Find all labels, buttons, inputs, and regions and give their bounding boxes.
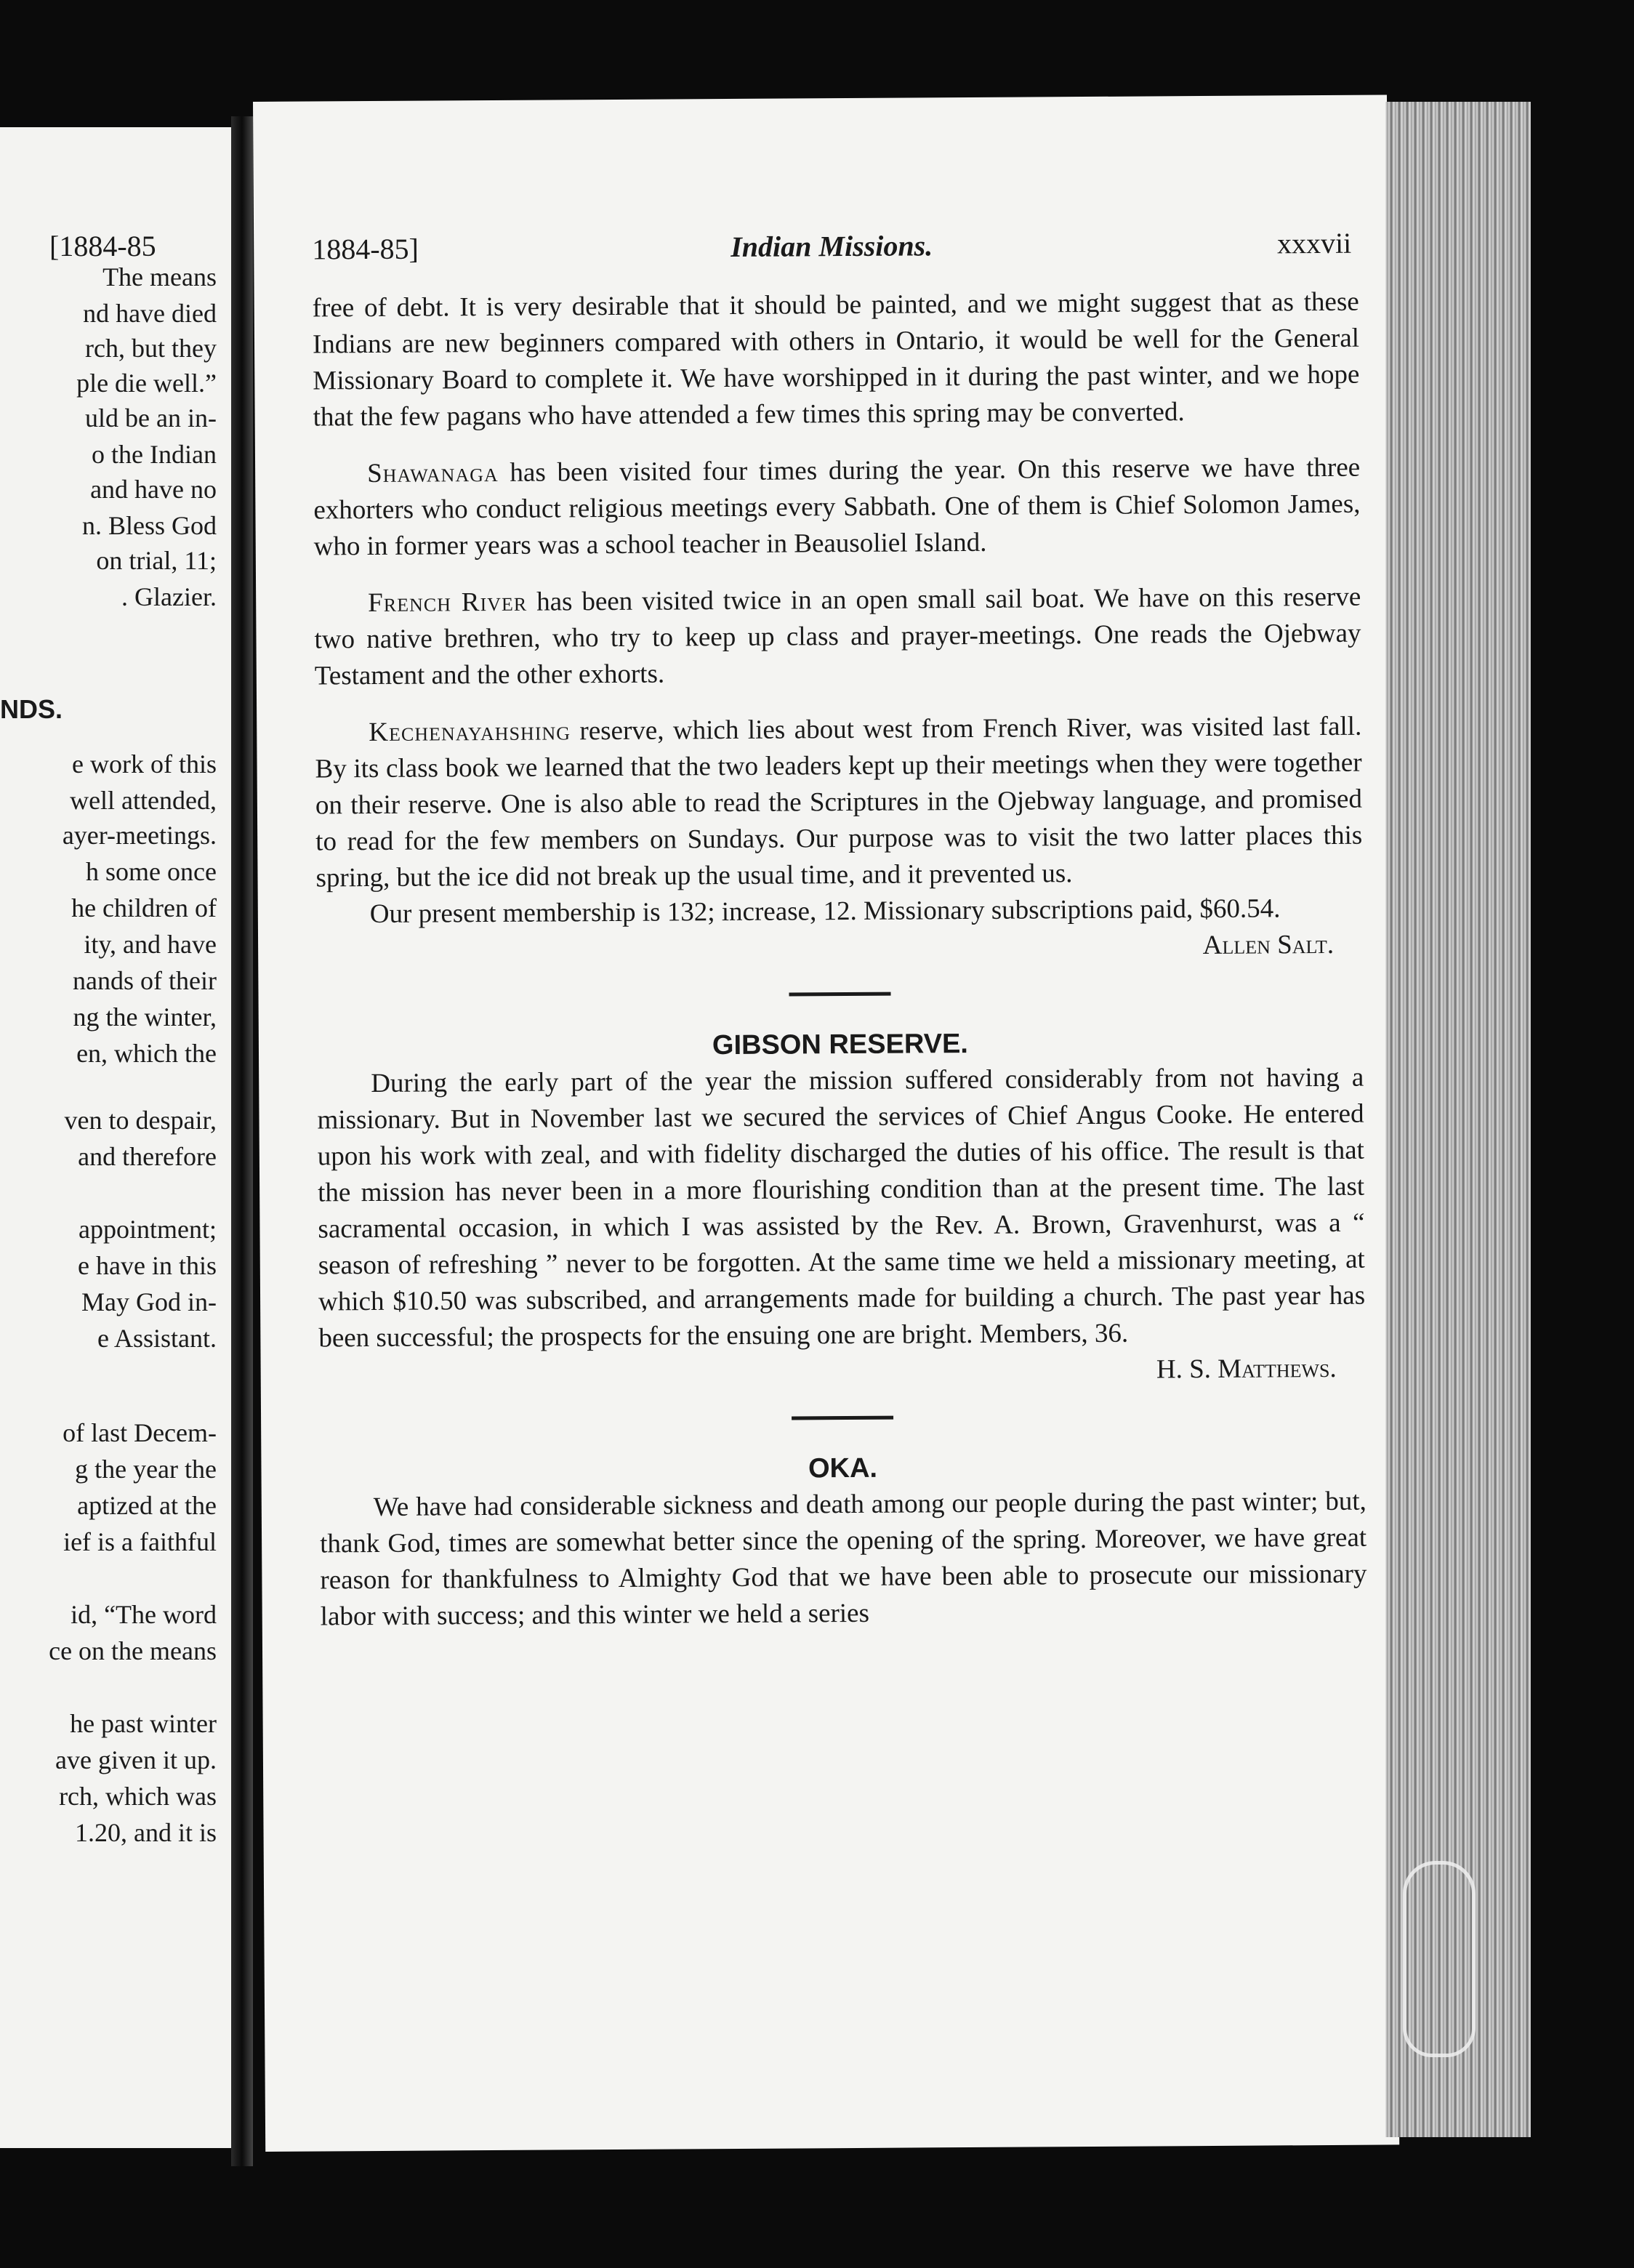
left-page-line: uld be an in- <box>85 403 217 433</box>
left-page-line: ity, and have <box>84 930 217 959</box>
left-page-line: aptized at the <box>77 1491 217 1520</box>
left-page-line: on trial, 11; <box>96 546 217 575</box>
left-page-line: he past winter <box>70 1709 217 1738</box>
left-page-line: nands of their <box>73 966 217 995</box>
paragraph-membership: Our present membership is 132; increase, 12. Missionary subscriptions paid, $60.54. <box>369 893 1281 930</box>
paragraph-shawanaga <box>313 450 1361 566</box>
pen-mark <box>1403 1861 1476 2057</box>
left-page-line: May God in- <box>81 1287 217 1316</box>
paragraph-text: has been visited twice in an open small sail boat. We have on this reserve two native brethren, who try to keep up class and prayer-meetings. One reads the Ojebway Testament and the other exhorts. <box>314 582 1361 691</box>
place-name-french-river: French River <box>368 587 528 619</box>
left-page-line: e Assistant. <box>97 1324 217 1353</box>
right-page <box>253 94 1399 2151</box>
left-page-line: of last Decem- <box>63 1418 217 1447</box>
left-page-line: appointment; <box>79 1215 217 1244</box>
paragraph-french-river <box>314 579 1361 695</box>
section-title-gibson-reserve: GIBSON RESERVE. <box>712 1029 969 1061</box>
left-page-line: ng the winter, <box>73 1002 217 1032</box>
section-title-oka: OKA. <box>808 1452 878 1484</box>
left-page-line: o the Indian <box>92 440 217 469</box>
paragraph-gibson-reserve: During the early part of the year the mission suffered considerably from not having a missionary. But in November last we secured the services of Chief Angus Cooke. He entered upon his work with zeal, and with fidelity discharged the duties of his office. The result is that the mission has never been in a more flourishing condition than at the present time. The last sacramental occasion, in which I was assisted by the Rev. A. Brown, Gravenhurst, was a “ season of refreshing ” never to be forgotten. At the same time we held a missionary meeting, at which $10.50 was subscribed, and arrangements made for building a church. The past year has been successful; the prospects for the ensuing one are bright. Members, 36. <box>317 1062 1366 1354</box>
place-name-kechenayahshing: Kechenayahshing <box>369 716 571 748</box>
left-page-line: e work of this <box>72 749 217 779</box>
header-title: Indian Missions. <box>731 229 933 263</box>
page-edges <box>1385 102 1531 2137</box>
book-gutter <box>231 116 253 2166</box>
left-page-line: g the year the <box>75 1455 217 1484</box>
left-page-header: [1884-85 <box>49 230 156 262</box>
left-page-line: ief is a faithful <box>63 1527 217 1556</box>
section-divider <box>792 1416 893 1420</box>
left-page-line: NDS. <box>0 694 63 724</box>
body-text <box>313 284 1367 1636</box>
left-page-line: en, which the <box>76 1039 217 1068</box>
left-page-line: ce on the means <box>49 1636 217 1665</box>
paragraph-kechenayahshing <box>315 709 1363 897</box>
left-page-line: rch, which was <box>59 1782 217 1811</box>
left-page-line: and therefore <box>78 1142 217 1171</box>
left-page-line: he children of <box>71 893 217 922</box>
left-page-line: and have no <box>90 475 217 504</box>
paragraph-text: has been visited four times during the year. On this reserve we have three exhorters who conduct religious meetings every Sabbath. One of them is Chief Solomon James, who in former years was a school teacher in Beausoliel Island. <box>313 452 1361 562</box>
left-page-line: ayer-meetings. <box>62 821 217 850</box>
running-header <box>312 226 1351 276</box>
left-page-line: rch, but they <box>85 334 217 363</box>
left-page-line: . Glazier. <box>121 582 217 611</box>
left-page-line: ave given it up. <box>55 1745 217 1774</box>
paragraph-continuation: free of debt. It is very desirable that it should be painted, and we might suggest that as these Indians are new beginners compared with others in Ontario, it would be well for the General Missionary Board to complete it. We have worshipped in it during the past winter, and we hope that the few pagans who have attended a few times this spring may be converted. <box>312 286 1360 433</box>
left-page-line: h some once <box>86 857 217 886</box>
signature-matthews: H. S. Matthews. <box>1156 1353 1337 1385</box>
left-page-line: 1.20, and it is <box>75 1818 217 1847</box>
page-number: xxxvii <box>1276 226 1352 260</box>
left-page-line: nd have died <box>83 299 217 328</box>
left-page-line: ple die well.” <box>76 369 217 398</box>
place-name-shawanaga: Shawanaga <box>367 457 499 489</box>
section-divider <box>789 992 891 997</box>
left-page <box>0 127 231 2148</box>
header-year: 1884-85] <box>312 232 419 266</box>
paragraph-oka: We have had considerable sickness and death among our people during the past winter; but, thank God, times are somewhat better since the opening of the spring. Moreover, we have great reason for thankfulness to Almighty God that we have been able to prosecute our missionary labor with success; and this winter we held a series <box>319 1486 1367 1632</box>
left-page-line: The means <box>102 262 217 291</box>
left-page-line: well attended, <box>70 786 217 815</box>
signature-allen-salt: Allen Salt. <box>1202 929 1335 961</box>
left-page-line: e have in this <box>78 1251 217 1280</box>
left-page-line: ven to despair, <box>64 1106 217 1135</box>
left-page-line: n. Bless God <box>81 511 217 540</box>
left-page-line: id, “The word <box>71 1600 217 1629</box>
paragraph-text: reserve, which lies about west from French River, was visited last fall. By its class book we learned that the two leaders kept up their meetings when they were together on their reserve. One is also able to read the Scriptures in the Ojebway language, and promised to read for the few members on Sundays. Our purpose was to visit the two latter places this spring, but the ice did not break up the usual time, and it prevented us. <box>315 711 1363 893</box>
